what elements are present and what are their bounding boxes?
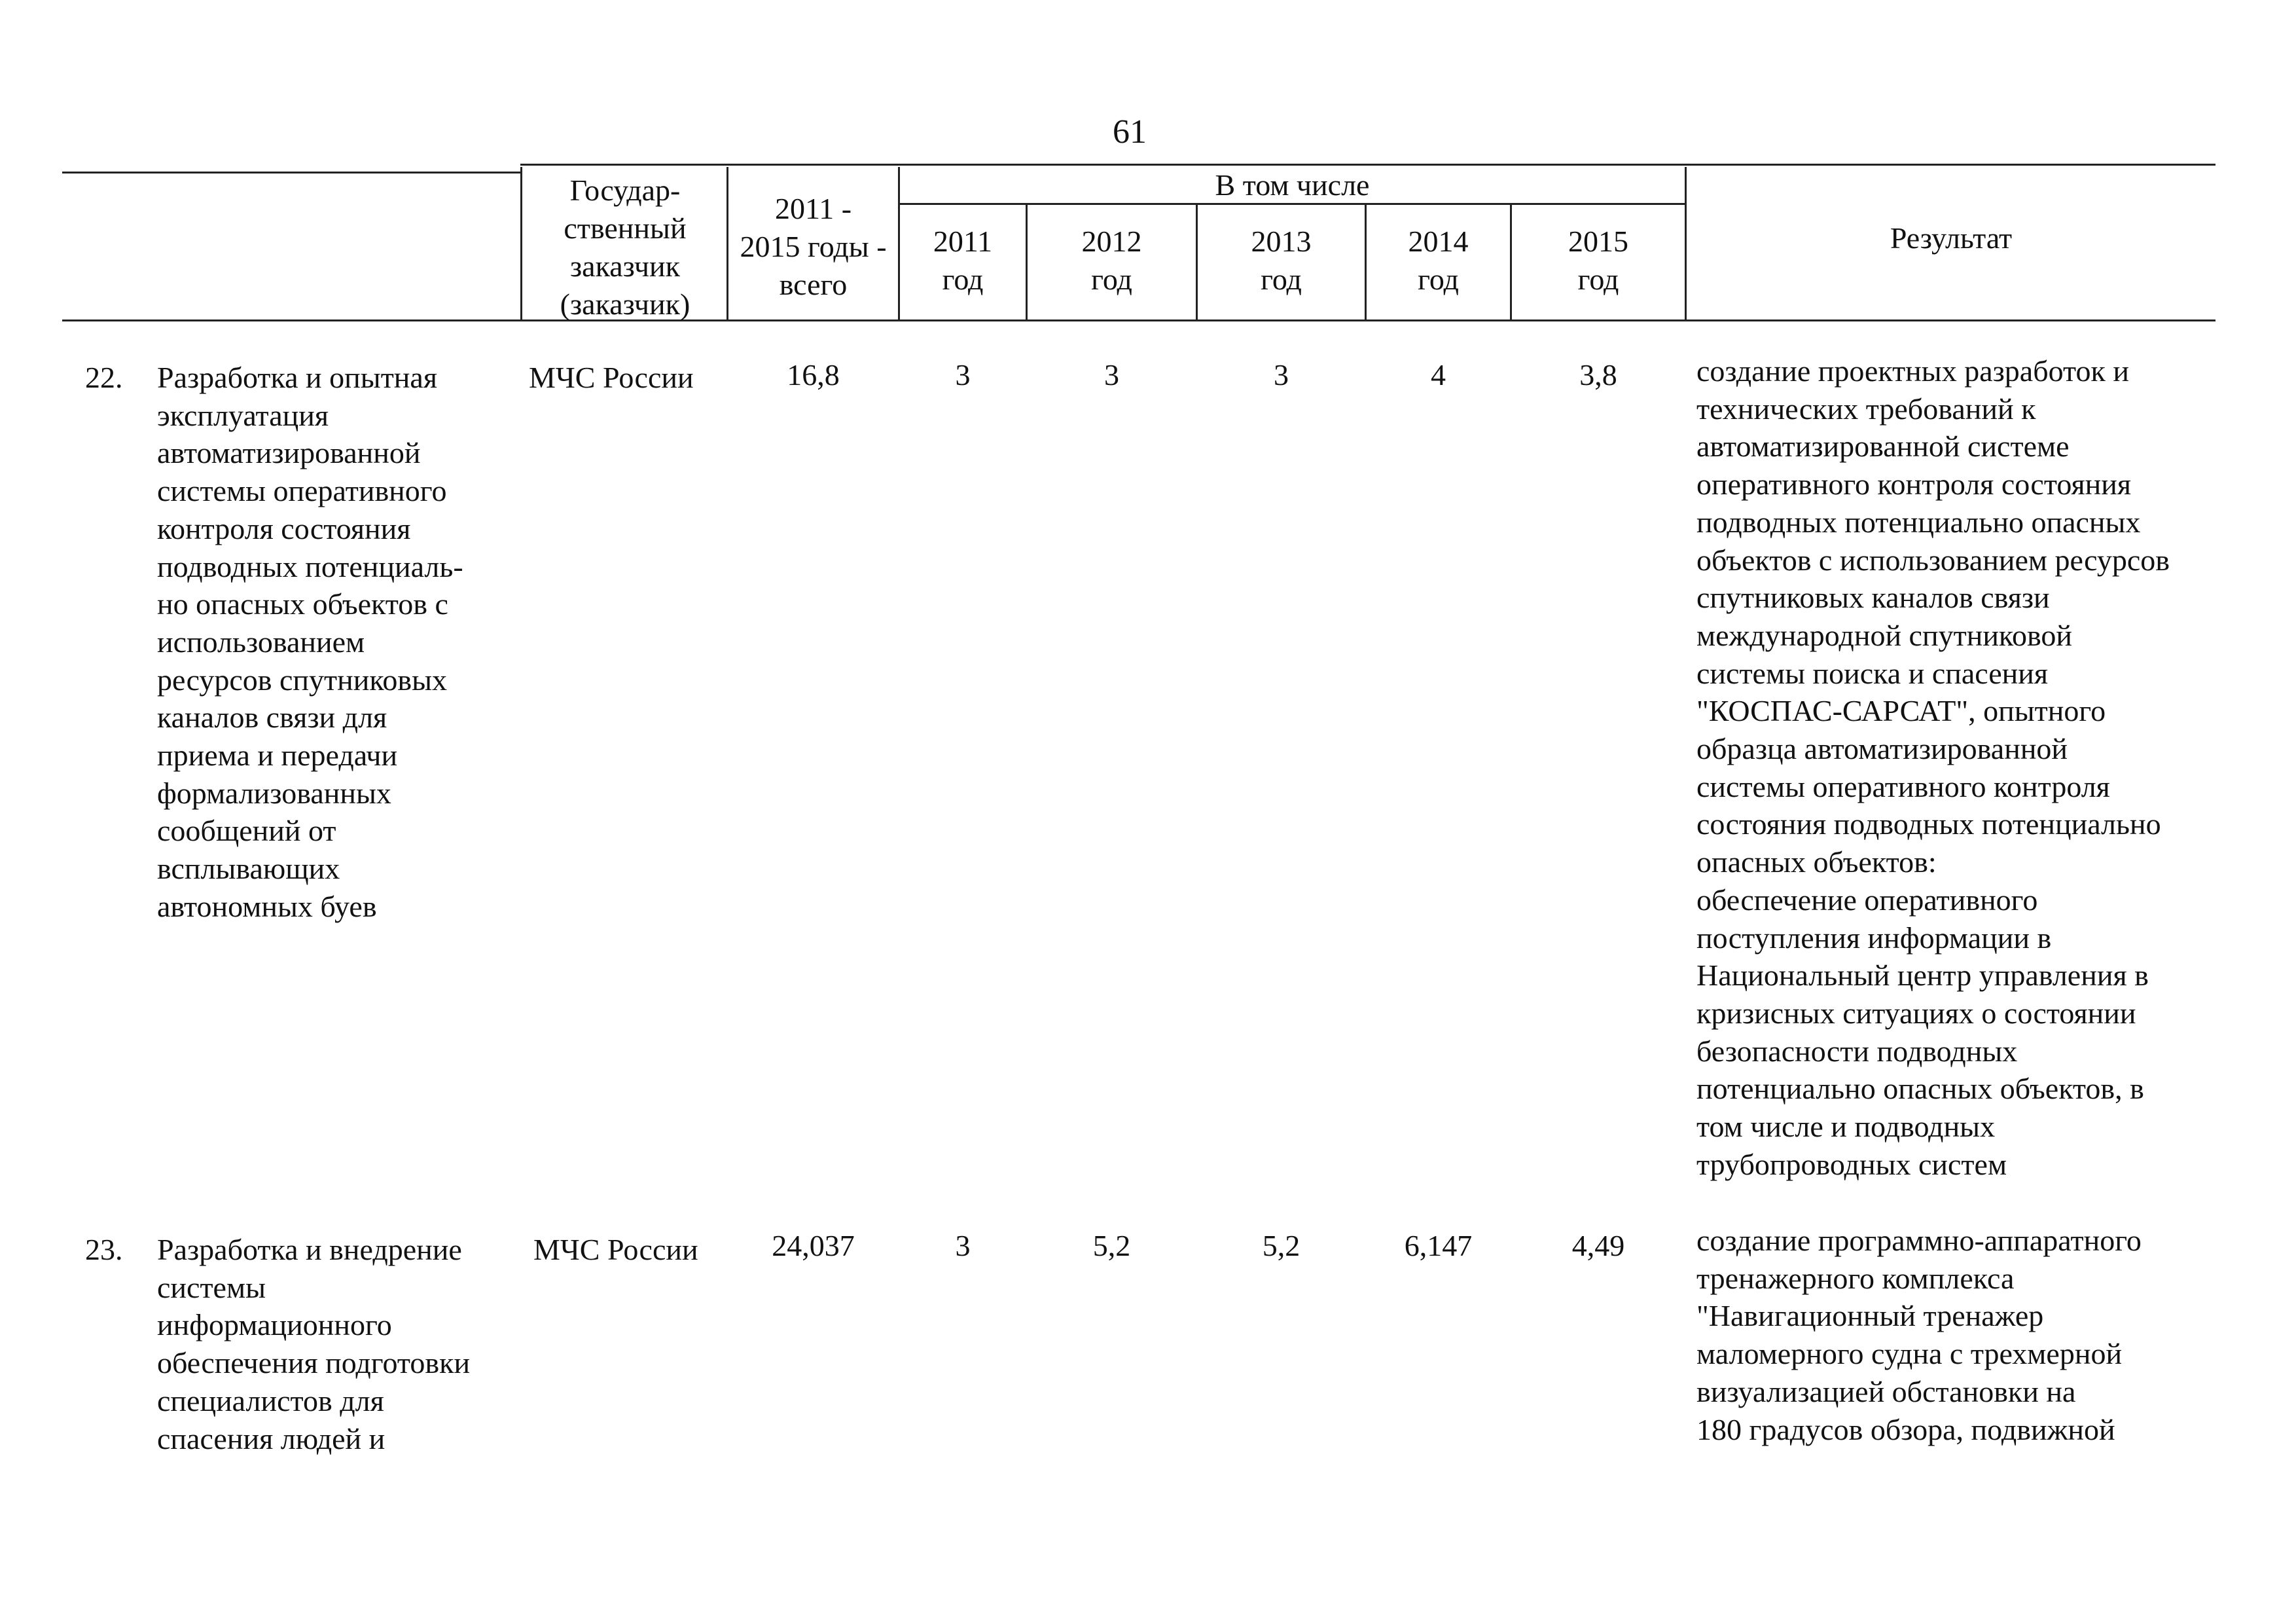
row-y2012: 5,2 <box>1092 1229 1131 1262</box>
row-y2015: 4,49 <box>1571 1229 1625 1262</box>
header-total: 2011 - 2015 годы - всего <box>740 192 887 301</box>
header-year-2011: 2011 год <box>933 225 993 296</box>
row-y2012: 3 <box>1104 358 1119 392</box>
header-year-2015: 2015 год <box>1568 225 1628 296</box>
row-customer: МЧС России <box>533 1233 698 1266</box>
row-y2014: 6,147 <box>1404 1229 1473 1262</box>
header-year-2013: 2013 год <box>1251 225 1312 296</box>
row-result: создание проектных разработок и технических требований к автоматизированной системе оперативного контроля состояния подводных потенциально опасных объектов с использованием ресурсов спутниковых каналов связи международной спутниковой системы поиска и спасения "КОСПАС-САРСАТ", опытного образца автоматизированной системы оперативного контроля состояния подводных потенциально опасных объектов: обеспечение оперативного поступления информации в Национальный центр управления в кризисных ситуациях о состоянии безопасности подводных потенциально опасных объектов, в том числе и подводных трубопроводных систем <box>1696 354 2170 1181</box>
header-year-2014: 2014 год <box>1408 225 1469 296</box>
row-y2013: 5,2 <box>1262 1229 1300 1262</box>
row-number: 23. <box>85 1233 123 1266</box>
row-title: Разработка и опытная эксплуатация автоматизированной системы оперативного контроля состояния подводных потенциаль- но опасных объектов с использованием ресурсов спутниковых каналов связи для приема и передачи формализованных сообщений от всплывающих автономных буев <box>157 361 463 923</box>
header-customer: Государ- ственный заказчик (заказчик) <box>560 173 691 321</box>
header-result: Результат <box>1890 221 2013 255</box>
row-result: создание программно-аппаратного тренажерного комплекса "Навигационный тренажер маломерного судна с трехмерной визуализацией обстановки на 180 градусов обзора, подвижной <box>1696 1224 2142 1446</box>
header-including: В том числе <box>1215 168 1370 202</box>
row-title: Разработка и внедрение системы информационного обеспечения подготовки специалистов для спасения людей и <box>157 1233 471 1455</box>
row-y2011: 3 <box>955 1229 971 1262</box>
row-y2014: 4 <box>1431 358 1446 392</box>
row-total: 24,037 <box>772 1229 855 1262</box>
row-total: 16,8 <box>787 358 840 392</box>
row-y2011: 3 <box>955 358 971 392</box>
page-number: 61 <box>1113 113 1147 151</box>
row-y2013: 3 <box>1274 358 1289 392</box>
header-year-2012: 2012 год <box>1081 225 1142 296</box>
row-customer: МЧС России <box>529 361 694 394</box>
row-y2015: 3,8 <box>1579 358 1617 392</box>
row-number: 22. <box>85 361 123 394</box>
